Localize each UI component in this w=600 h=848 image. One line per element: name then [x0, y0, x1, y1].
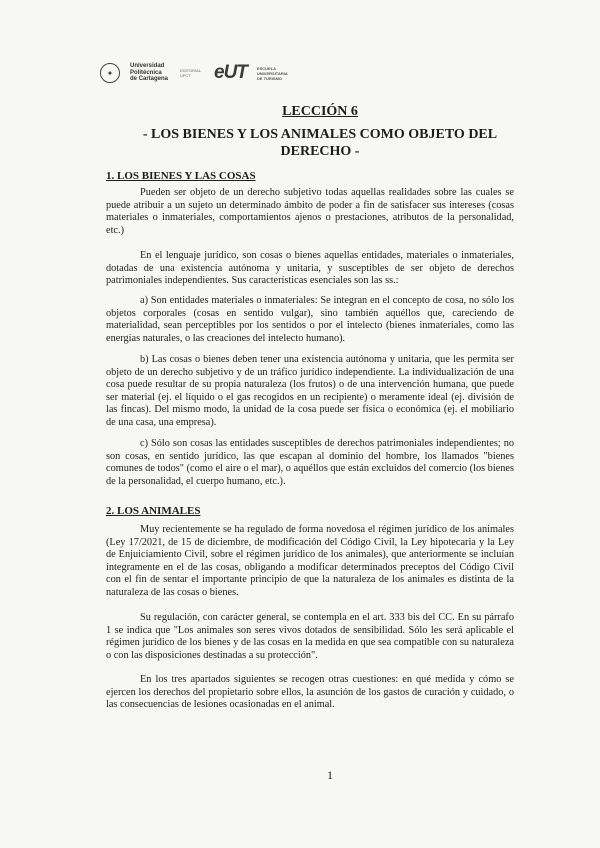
topic-title [0, 126, 600, 160]
section2-paragraph-1: Muy recientemente se ha regulado de forma novedosa el régimen jurídico de los animales (Ley 17/2021, de 15 de diciembre, de modificación del Código Civil, la Ley hipotecaria y la Ley de Enjuiciamiento Civil, sobre el régimen jurídico de los animales), que anteriormente se incluían íntegramente en el de las cosas, obligando a modificar determinados preceptos del Código Civil con el fin de sentar el importante principio de que la naturaleza de los animales es distinta de la naturaleza de las cosas o bienes. [106, 524, 514, 598]
section1-item-b: b) Las cosas o bienes deben tener una existencia autónoma y unitaria, que les permita ser objeto de un derecho subjetivo y de un tráfico jurídico independiente. La individualización de una cosa puede resultar de su propia naturaleza (los frutos) o de una intervención humana, que puede ser material (ej. el líquido o el gas recogidos en un recipiente) o meramente ideal (ej. división de las fincas). Del mismo modo, la unidad de la cosa puede ser física o económica (ej. el mobiliario de una casa, una empresa). [106, 354, 514, 428]
university-seal-icon: ✦ [100, 63, 120, 83]
section1-item-c: c) Sólo son cosas las entidades susceptibles de derechos patrimoniales independientes; no son cosas, en sentido jurídico, las que escapan al dominio del hombre, los llamados "bienes comunes de todos" (como el aire o el mar), o aquéllos que están excluidos del comercio (los bienes de la personalidad, el cuerpo humano, etc.). [106, 438, 514, 487]
university-logo-text: Universidad Politécnica de Cartagena [130, 63, 169, 83]
eut-logo: eUT [214, 62, 247, 83]
section2-paragraph-2: Su regulación, con carácter general, se contempla en el art. 333 bis del CC. En su párrafo 1 se indica que "Los animales son seres vivos dotados de sensibilidad. Sólo les será aplicable el régimen jurídico de los bienes y de las cosas en la medida en que sea compatible con su naturaleza o con las disposiciones destinadas a su protección". [106, 612, 514, 661]
section1-item-a: a) Son entidades materiales o inmateriales: Se integran en el concepto de cosa, no sólo los objetos corporales (cosas en sentido vulgar), sino también aquéllos que, careciendo de materialidad, sean perceptibles por los sentidos o por el intelecto (bienes inmateriales, como las energías naturales, o las creaciones del intelecto humano). [106, 295, 514, 344]
section1-heading: 1. LOS BIENES Y LAS COSAS [106, 170, 256, 182]
section1-paragraph-1: Pueden ser objeto de un derecho subjetivo todas aquellas realidades sobre las cuales se puede atribuir a un sujeto un determinado ámbito de poder a fin de satisfacer sus intereses (cosas materiales o inmateriales, comportamientos ajenos o prestaciones, atributos de la personalidad, etc.) [106, 187, 514, 236]
section2-heading: 2. LOS ANIMALES [106, 505, 201, 517]
header-logos [100, 62, 288, 84]
page-number: 1 [327, 768, 333, 782]
editorial-mark: EDITORIAL UPCT [180, 68, 201, 78]
lesson-title: LECCIÓN 6 [282, 104, 358, 119]
section1-paragraph-2: En el lenguaje jurídico, son cosas o bienes aquellas entidades, materiales o inmateriales, dotadas de una existencia autónoma y unitaria, y susceptibles de ser objeto de derechos patrimoniales independientes. Sus características esenciales son las ss.: [106, 250, 514, 287]
topic-title-text: - LOS BIENES Y LOS ANIMALES COMO OBJETO DEL DERECHO - [142, 127, 498, 159]
eut-subtitle: ESCUELA UNIVERSITARIA DE TURISMO [256, 65, 288, 81]
section2-paragraph-3: En los tres apartados siguientes se recogen otras cuestiones: en qué medida y cómo se ejercen los derechos del propietario sobre ellos, la asunción de los gastos de curación y cuidado, o las consecuencias de lesiones ocasionadas en el animal. [106, 674, 514, 711]
document-title [0, 104, 600, 160]
